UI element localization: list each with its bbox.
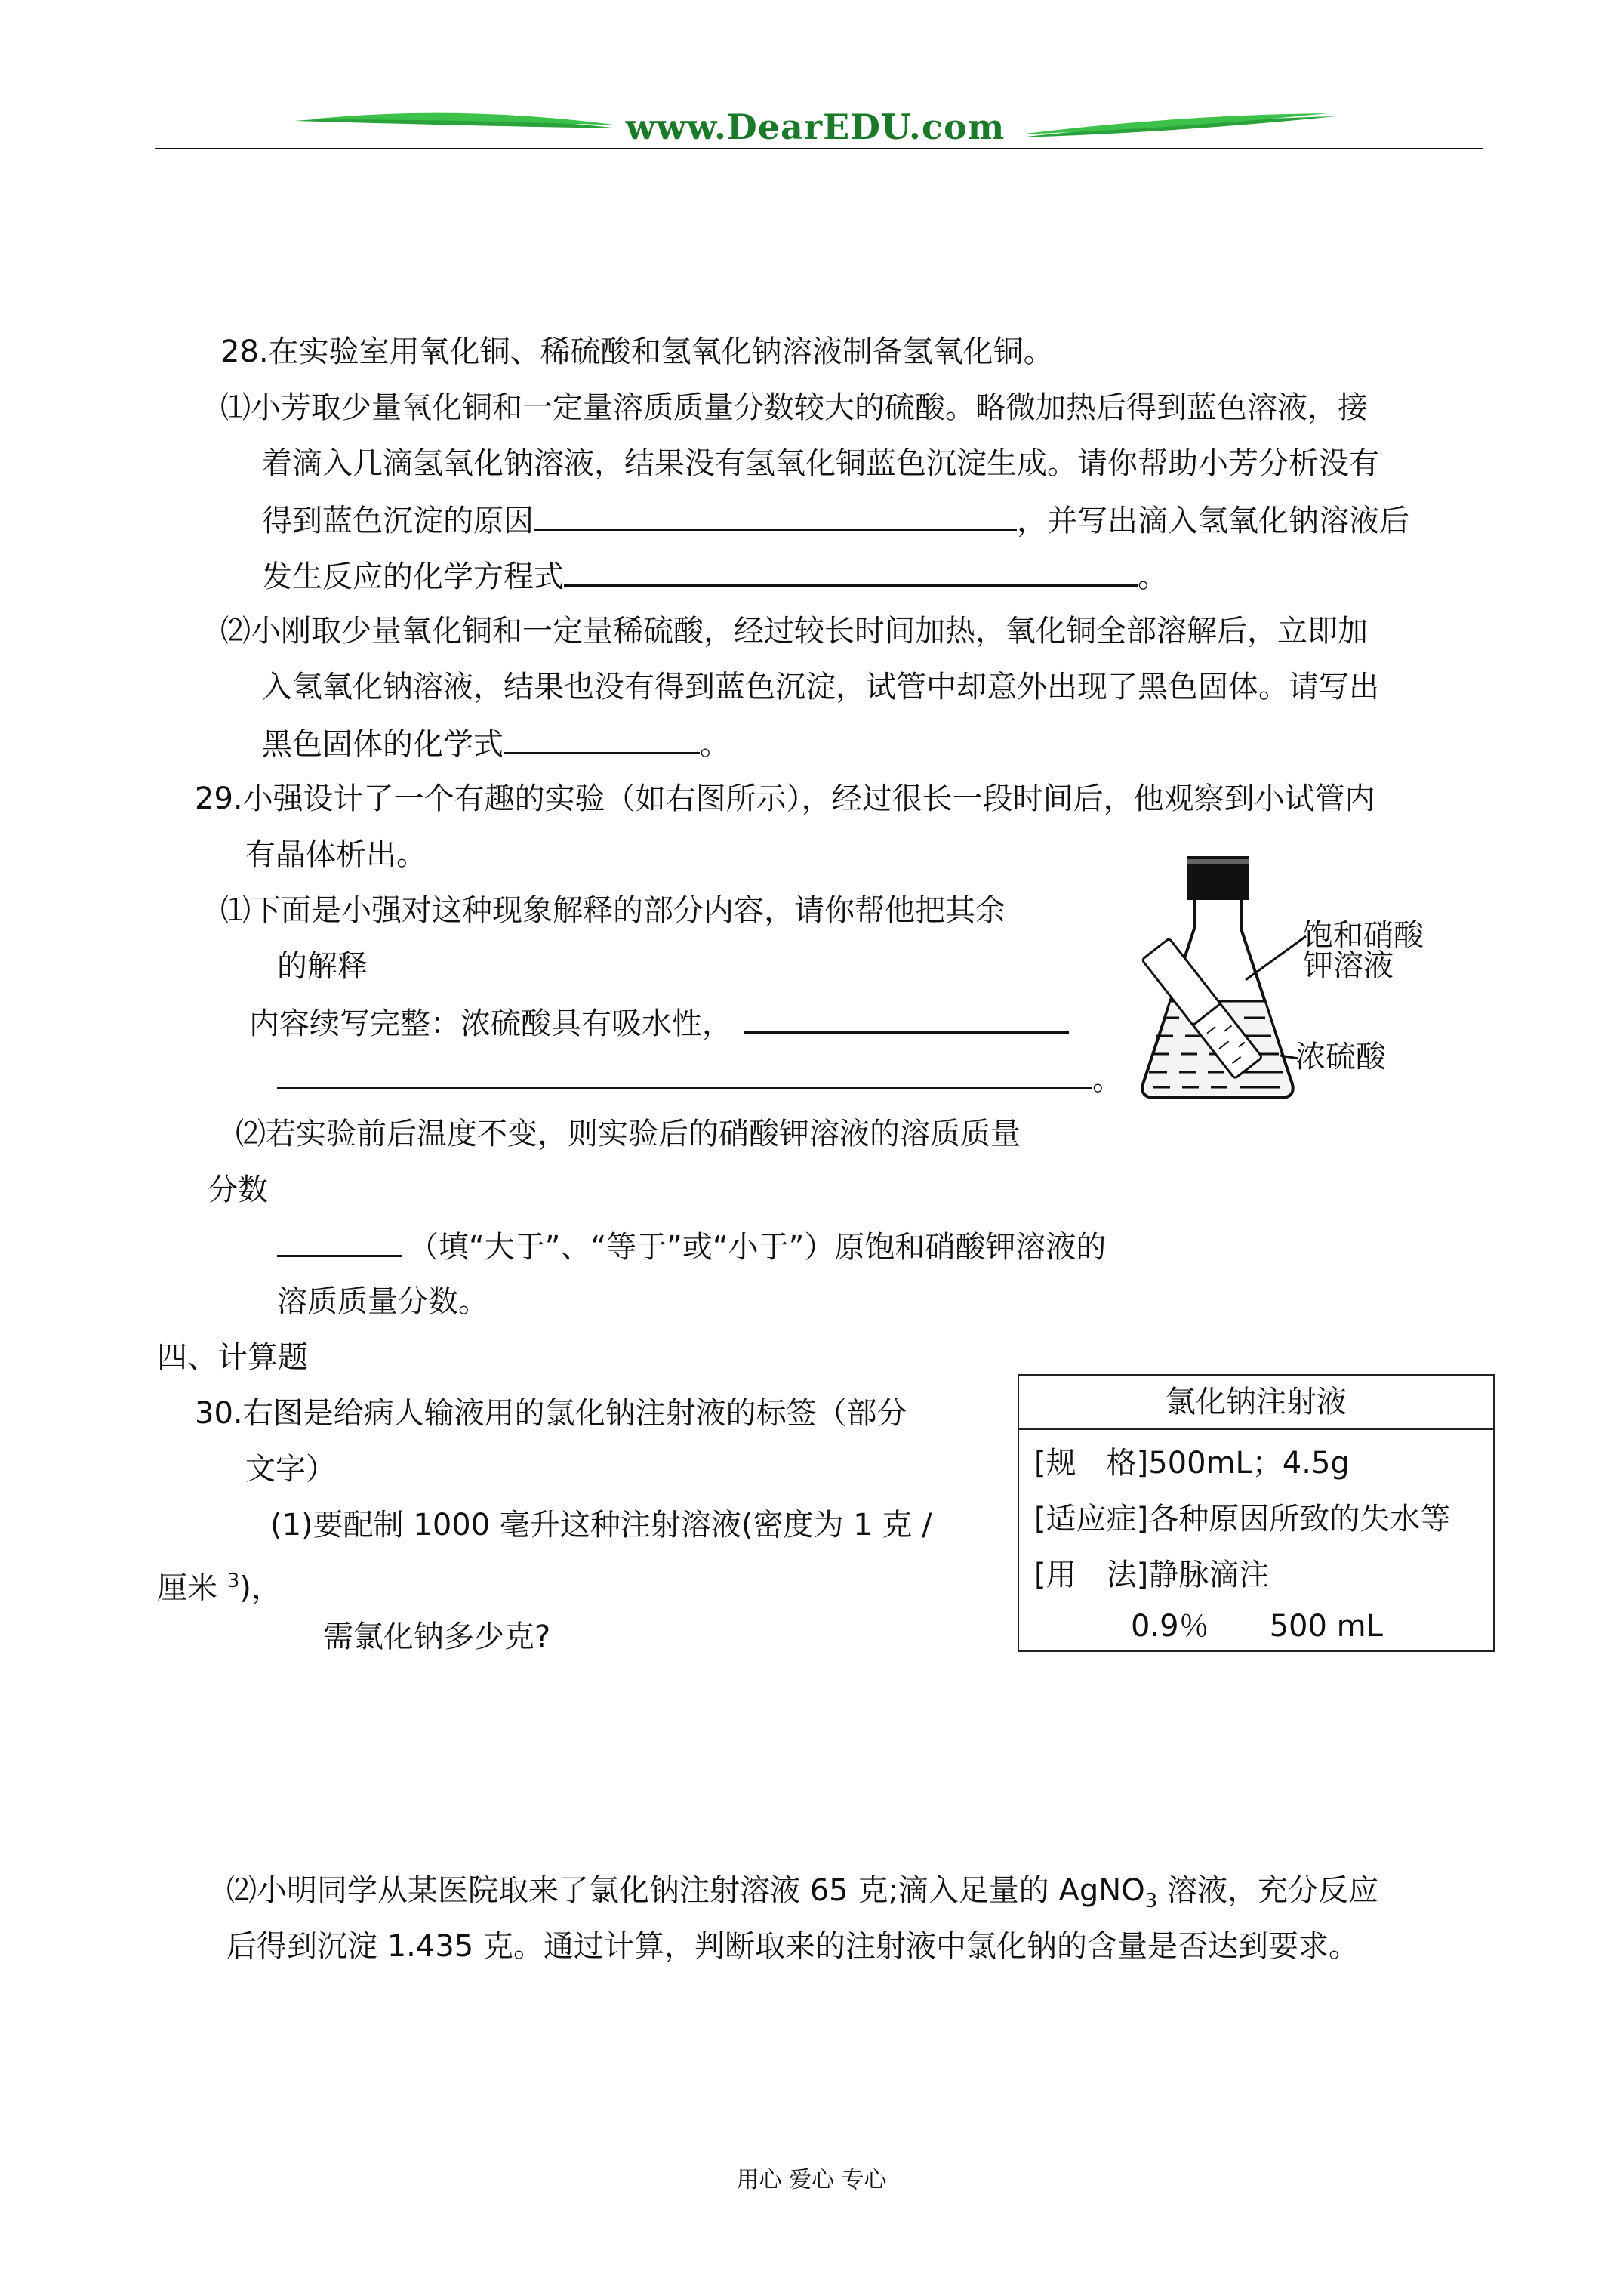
q28-p2-line3-b: 。 — [700, 727, 730, 762]
q28-p1-line3-b: ，并写出滴入氢氧化钠溶液后 — [1017, 504, 1409, 538]
q29-p1-line4-end: 。 — [1092, 1062, 1123, 1097]
logo-text[interactable]: www.DearEDU.com — [625, 106, 1006, 147]
q28-p2-line3 — [262, 725, 730, 763]
q28-p1-line1: ⑴小芳取少量氧化铜和一定量溶质质量分数较大的硫酸。略微加热后得到蓝色溶液，接 — [220, 390, 1368, 425]
label-row-spec: [规 格]500mL；4.5g — [1034, 1446, 1350, 1481]
q28-p1-line3 — [262, 501, 1409, 539]
q29-p2-line4: 溶质质量分数。 — [277, 1284, 488, 1319]
q30-p1-line2-b: )， — [239, 1570, 282, 1606]
q30-p2-line1-b: 溶液，充分反应 — [1157, 1873, 1378, 1908]
section4-title: 四、计算题 — [157, 1340, 308, 1375]
q29-p2-line1: ⑵若实验前后温度不变，则实验后的硝酸钾溶液的溶质质量 — [236, 1117, 1021, 1151]
flask-figure — [1132, 846, 1480, 1110]
label-row-usage: [用 法]静脉滴注 — [1034, 1558, 1270, 1592]
answer-blank-explain-1[interactable] — [744, 1004, 1069, 1034]
q28-p1-line4-b: 。 — [1138, 559, 1168, 594]
q28-stem: 28.在实验室用氧化铜、稀硫酸和氢氧化钠溶液制备氢氧化铜。 — [220, 334, 1054, 369]
page-footer: 用心 爱心 专心 — [736, 2167, 887, 2193]
q30-p1-line1: (1)要配制 1000 毫升这种注射溶液(密度为 1 克 / — [270, 1508, 932, 1542]
answer-blank-equation[interactable] — [564, 557, 1138, 587]
q30-p1-line2-a: 厘米 — [157, 1570, 227, 1606]
figure-label-solution-2: 钾溶液 — [1303, 948, 1394, 983]
header-logo — [294, 106, 1336, 151]
q30-p2-line1-a: ⑵小明同学从某医院取来了氯化钠注射溶液 65 克;滴入足量的 AgNO — [226, 1873, 1145, 1908]
q29-p1-line3 — [249, 1004, 1069, 1042]
q28-p1-line4-a: 发生反应的化学方程式 — [262, 559, 564, 594]
q28-p2-line3-a: 黑色固体的化学式 — [262, 727, 504, 762]
answer-blank-compare[interactable] — [277, 1228, 402, 1257]
q28-p2-line1: ⑵小刚取少量氧化铜和一定量稀硫酸，经过较长时间加热，氧化铜全部溶解后，立即加 — [220, 614, 1368, 649]
answer-blank-formula[interactable] — [504, 725, 700, 754]
q30-p2-line1-sub: 3 — [1144, 1890, 1158, 1912]
q28-p1-line4 — [262, 557, 1168, 595]
q30-p1-line2 — [157, 1563, 282, 1606]
injection-label-box — [1018, 1374, 1495, 1652]
q29-p1-line4 — [277, 1060, 1123, 1098]
q29-p2-line3 — [277, 1228, 1106, 1265]
q28-p2-line2: 入氢氧化钠溶液，结果也没有得到蓝色沉淀，试管中却意外出现了黑色固体。请写出 — [262, 670, 1379, 704]
q28-p1-line2: 着滴入几滴氢氧化钠溶液，结果没有氢氧化铜蓝色沉淀生成。请你帮助小芳分析没有 — [262, 446, 1379, 481]
answer-blank-reason[interactable] — [534, 501, 1017, 531]
q29-p1-line1: ⑴下面是小强对这种现象解释的部分内容，请你帮他把其余 — [220, 893, 1006, 928]
label-title: 氯化钠注射液 — [1019, 1376, 1493, 1430]
figure-label-solution-1: 饱和硝酸 — [1303, 918, 1424, 953]
q29-stem-line2: 有晶体析出。 — [245, 837, 427, 872]
q29-p2-line2: 分数 — [208, 1173, 268, 1207]
label-row-indication: [适应症]各种原因所致的失水等 — [1034, 1502, 1451, 1536]
q30-p2-line1 — [226, 1872, 1378, 1919]
q30-stem-line2: 文字） — [245, 1452, 336, 1487]
answer-blank-explain-2[interactable] — [277, 1060, 1092, 1089]
figure-label-acid: 浓硫酸 — [1295, 1040, 1386, 1074]
q30-stem-line1: 30.右图是给病人输液用的氯化钠注射液的标签（部分 — [195, 1396, 907, 1431]
q29-p2-line3-text: （填“大于”、“等于”或“小于”）原饱和硝酸钾溶液的 — [408, 1230, 1107, 1265]
header-divider — [155, 148, 1483, 149]
q30-p1-line3: 需氯化钠多少克? — [323, 1620, 551, 1654]
q28-p1-line3-a: 得到蓝色沉淀的原因 — [262, 504, 534, 538]
q29-stem-line1: 29.小强设计了一个有趣的实验（如右图所示），经过很长一段时间后，他观察到小试管内 — [195, 781, 1375, 816]
q29-p1-line2: 的解释 — [277, 949, 368, 984]
label-row-concentration: 0.9％ 500 mL — [1131, 1609, 1383, 1644]
q30-p2-line2: 后得到沉淀 1.435 克。通过计算，判断取来的注射液中氯化钠的含量是否达到要求。 — [226, 1929, 1359, 1964]
q30-p1-line2-sup: 3 — [226, 1570, 240, 1592]
q29-p1-line3-text: 内容续写完整：浓硫酸具有吸水性， — [249, 1006, 732, 1041]
